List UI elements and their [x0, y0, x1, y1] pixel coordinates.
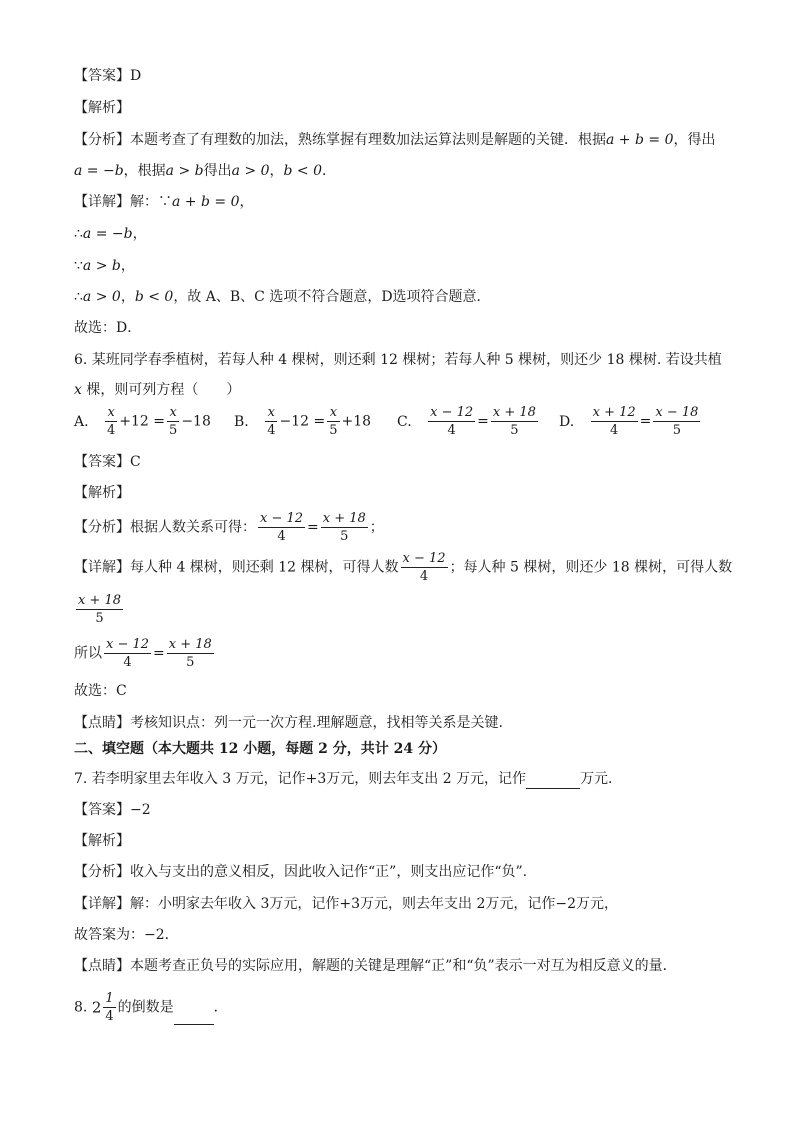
q5-answer-line — [74, 66, 141, 86]
q5-fenxi-line: 【分析】本题考查了有理数的加法，熟练掌握有理数加法运算法则是解题的关键．根据a + b = 0，得出 — [74, 132, 716, 148]
q6-stem-line-2: x 棵，则可列方程（ ） — [74, 382, 241, 398]
fraction: $\frac{x + 18}{5}$ — [78, 593, 122, 626]
fraction: $\frac{x + 12}{4}$ — [592, 405, 636, 438]
q6-dianjing-line: 【点睛】考核知识点：列一元一次方程.理解题意，找相等关系是关键. — [74, 715, 503, 731]
section-title: 二、填空题（本大题共 12 小题，每题 2 分，共计 24 分） — [74, 741, 446, 757]
q6-choose-line: 故选：C — [74, 683, 127, 699]
fraction: $\frac{x - 12}{4}$ — [106, 637, 150, 670]
q6-analysis-tag: 【解析】 — [74, 485, 130, 501]
answer-blank — [526, 773, 580, 789]
fraction: $\frac{x}{5}$ — [329, 405, 338, 438]
q6-option-d: D. $\frac{x + 12}{4}$ = $\frac{x - 18}{5}$ — [559, 405, 699, 438]
q5-analysis-tag: 【解析】 — [74, 100, 130, 116]
q7-dianjing-line: 【点睛】本题考查正负号的实际应用，解题的关键是理解“正”和“负”表示一对互为相反意义的量． — [74, 958, 677, 974]
q6-stem-line-1: 6. 某班同学春季植树，若每人种 4 棵树，则还剩 12 棵树；若每人种 5 棵树，则还少 18 棵树. 若设共植 — [74, 352, 722, 368]
q6-xiangjie-fraction-line — [74, 592, 125, 627]
fraction: $\frac{x - 12}{4}$ — [260, 511, 304, 544]
q5-because-line: ∵a > b， — [74, 258, 135, 274]
q7-fenxi-line: 【分析】收入与支出的意义相反，因此收入记作“正”，则支出应记作“负”. — [74, 864, 528, 880]
fraction: $\frac{x}{4}$ — [267, 405, 276, 438]
q7-xiangjie-line: 【详解】解：小明家去年收入 3万元，记作+3万元，则去年支出 2万元，记作−2万元， — [74, 896, 618, 912]
answer-tag: 【答案】 — [74, 68, 130, 84]
fraction: $\frac{x - 12}{4}$ — [430, 405, 474, 438]
q8-stem-line: 8. 2 $\frac{1}{4}$ 的倒数是 ． — [74, 991, 228, 1024]
q6-answer-line: 【答案】C — [74, 454, 141, 470]
q7-stem-line: 7. 若李明家里去年收入 3 万元，记作+3万元，则去年支出 2 万元，记作 万元． — [74, 771, 623, 787]
q6-option-b: B. $\frac{x}{4}$ −12 = $\frac{x}{5}$ +18 — [234, 405, 372, 438]
mixed-number: 2 $\frac{1}{4}$ — [91, 991, 114, 1024]
fraction: $\frac{1}{4}$ — [105, 991, 114, 1024]
fraction: $\frac{x + 18}{5}$ — [322, 511, 366, 544]
q5-therefore-line-2: ∴a > 0，b < 0，故 A、B、C 选项不符合题意，D选项符合题意． — [74, 289, 491, 305]
answer-blank — [174, 1009, 214, 1025]
answer-value: D — [130, 68, 142, 84]
q5-fenxi-line-2: a = −b，根据a > b得出a > 0，b < 0． — [74, 163, 337, 179]
q5-choose-line: 故选：D． — [74, 320, 142, 336]
q6-option-a: A. $\frac{x}{4}$ +12 = $\frac{x}{5}$ −18 — [74, 405, 211, 438]
q6-xiangjie-line: 【详解】每人种 4 棵树，则还剩 12 棵树，可得人数 $\frac{x - 12}{4}$ ；每人种 5 棵树，则还少 18 棵树，可得人数 — [74, 551, 733, 584]
q7-conclusion-line: 故答案为：−2． — [74, 927, 179, 943]
answer-value: C — [130, 454, 141, 470]
q6-suoyi-line: 所以 $\frac{x - 12}{4}$ = $\frac{x + 18}{5}$ — [74, 637, 212, 670]
fraction: $\frac{x}{4}$ — [107, 405, 116, 438]
q6-fenxi-line: 【分析】根据人数关系可得： $\frac{x - 12}{4}$ = $\frac{x + 18}{5}$ ； — [74, 511, 384, 544]
q5-therefore-line-1: ∴a = −b， — [74, 226, 147, 242]
answer-value: −2 — [130, 802, 151, 818]
q6-option-c: C. $\frac{x - 12}{4}$ = $\frac{x + 18}{5}$ — [397, 405, 536, 438]
q7-analysis-tag: 【解析】 — [74, 833, 130, 849]
fraction: $\frac{x + 18}{5}$ — [492, 405, 536, 438]
fraction: $\frac{x}{5}$ — [169, 405, 178, 438]
fraction: $\frac{x + 18}{5}$ — [168, 637, 212, 670]
fraction: $\frac{x - 18}{5}$ — [655, 405, 699, 438]
q7-answer-line: 【答案】−2 — [74, 802, 151, 818]
fraction: $\frac{x - 12}{4}$ — [402, 551, 446, 584]
q5-xiangjie-line: 【详解】解：∵a + b = 0， — [74, 194, 254, 210]
